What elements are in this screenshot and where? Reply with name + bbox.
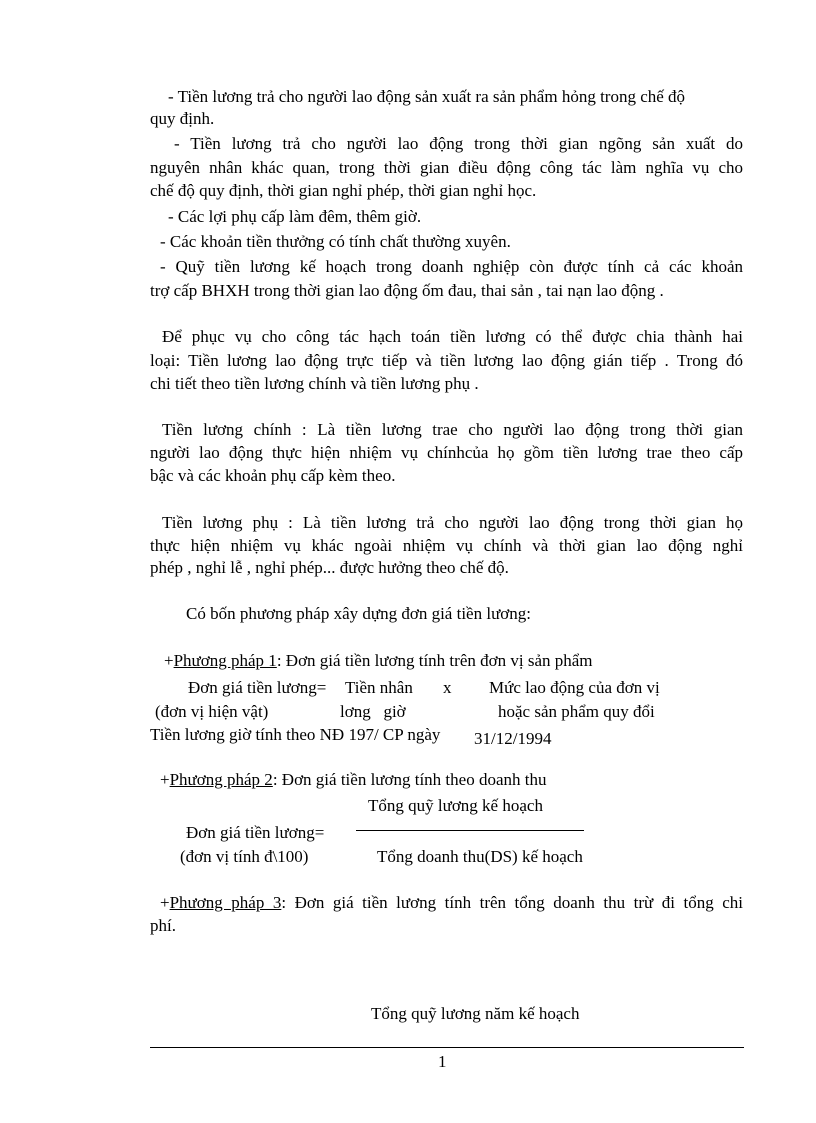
method-2-fraction-bar <box>356 830 584 831</box>
method-1-unit-right: hoặc sản phẩm quy đổi <box>498 702 655 721</box>
paragraph-2-line-3: bậc và các khoản phụ cấp kèm theo. <box>150 466 396 485</box>
method-2-heading <box>160 769 546 791</box>
method-1-name: Phương pháp 1 <box>173 651 277 670</box>
method-1-prefix: + <box>164 651 174 670</box>
bullet-2-line-1: - Tiền lương trả cho người lao động trong thời gian ngõng sản xuất do <box>174 134 743 153</box>
bullet-4: - Các khoản tiền thưởng có tính chất thường xuyên. <box>160 232 511 251</box>
paragraph-1-line-1: Để phục vụ cho công tác hạch toán tiền lương có thể được chia thành hai <box>162 327 743 346</box>
method-2-description: : Đơn giá tiền lương tính theo doanh thu <box>272 770 547 789</box>
bottom-numerator: Tổng quỹ lương năm kế hoạch <box>371 1004 580 1023</box>
bullet-5-line-2: trợ cấp BHXH trong thời gian lao động ốm đau, thai sản , tai nạn lao động . <box>150 281 664 300</box>
method-2-prefix: + <box>160 770 170 789</box>
footer-rule <box>150 1047 744 1048</box>
method-1-formula-right: Mức lao động của đơn vị <box>489 678 660 697</box>
method-3-description: : Đơn giá tiền lương tính trên tổng doanh thu trừ đi tổng chi <box>281 893 743 912</box>
method-1-date: 31/12/1994 <box>474 729 552 748</box>
method-3-prefix: + <box>160 893 170 912</box>
bullet-2-line-2: nguyên nhân khác quan, trong thời gian điều động công tác làm nghĩa vụ cho <box>150 158 743 177</box>
bullet-2-line-3: chế độ quy định, thời gian nghỉ phép, thời gian nghỉ học. <box>150 181 537 200</box>
method-3-heading <box>160 892 743 914</box>
method-1-note: Tiền lương giờ tính theo NĐ 197/ CP ngày <box>150 725 441 744</box>
method-1-formula-times: x <box>443 678 452 697</box>
paragraph-3-line-2: thực hiện nhiệm vụ khác ngoài nhiệm vụ chính và thời gian lao động nghỉ <box>150 536 743 555</box>
bullet-5-line-1: - Quỹ tiền lương kế hoạch trong doanh nghiệp còn được tính cả các khoản <box>160 257 743 276</box>
paragraph-1-line-3: chi tiết theo tiền lương chính và tiền lương phụ . <box>150 374 479 393</box>
method-1-unit-middle: lơng giờ <box>340 702 406 721</box>
method-2-denominator: Tổng doanh thu(DS) kế hoạch <box>377 847 583 866</box>
page-number: 1 <box>438 1052 447 1071</box>
bullet-1-line-1: - Tiền lương trả cho người lao động sản xuất ra sản phẩm hỏng trong chế độ <box>168 87 686 106</box>
method-3-description-line-2: phí. <box>150 916 176 935</box>
paragraph-1-line-2: loại: Tiền lương lao động trực tiếp và tiền lương lao động gián tiếp . Trong đó <box>150 351 743 370</box>
bullet-3: - Các lợi phụ cấp làm đêm, thêm giờ. <box>168 207 422 226</box>
method-1-formula-left: Đơn giá tiền lương= <box>188 678 327 697</box>
method-2-numerator: Tổng quỹ lương kế hoạch <box>368 796 543 815</box>
paragraph-2-line-2: người lao động thực hiện nhiệm vụ chínhcủa họ gồm tiền lương trae theo cấp <box>150 443 743 462</box>
method-1-unit-left: (đơn vị hiện vật) <box>155 702 269 721</box>
paragraph-3-line-3: phép , nghỉ lễ , nghỉ phép... được hưởng theo chế độ. <box>150 558 509 577</box>
method-1-formula-middle: Tiền nhân <box>345 678 413 697</box>
method-2-name: Phương pháp 2 <box>169 770 273 789</box>
methods-intro: Có bốn phương pháp xây dựng đơn giá tiền lương: <box>186 604 531 623</box>
method-2-unit: (đơn vị tính đ\100) <box>180 847 309 866</box>
method-2-formula-left: Đơn giá tiền lương= <box>186 823 325 842</box>
paragraph-2-line-1: Tiền lương chính : Là tiền lương trae cho người lao động trong thời gian <box>162 420 743 439</box>
paragraph-3-line-1: Tiền lương phụ : Là tiền lương trả cho người lao động trong thời gian họ <box>162 513 743 532</box>
bullet-1-line-2: quy định. <box>150 109 215 128</box>
method-1-heading <box>164 650 593 672</box>
method-3-name: Phương pháp 3 <box>169 893 282 912</box>
method-1-description: : Đơn giá tiền lương tính trên đơn vị sản phẩm <box>276 651 593 670</box>
